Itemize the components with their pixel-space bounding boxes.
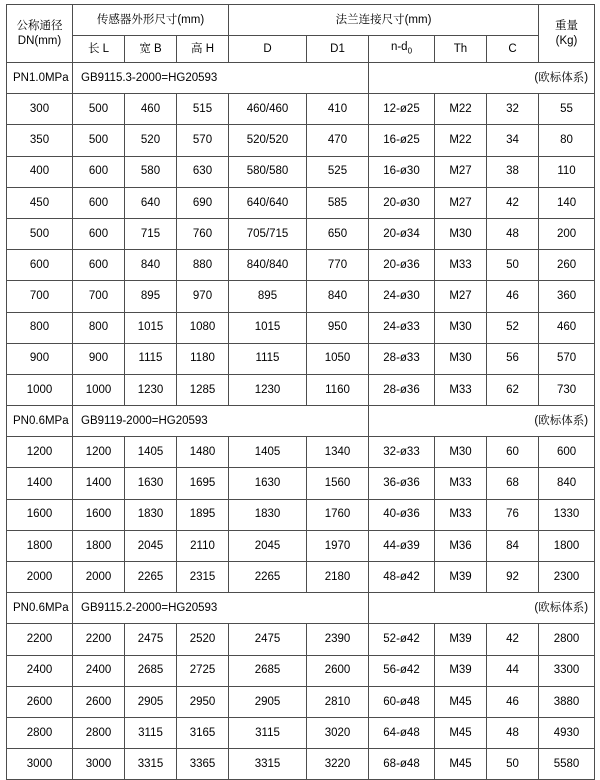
table-row: [7, 437, 595, 468]
cell-weight: 4930: [539, 717, 595, 748]
cell-height: 1285: [177, 374, 229, 405]
header-width: 宽 B: [125, 36, 177, 63]
table-row: [7, 94, 595, 125]
table-header-top: [7, 5, 595, 36]
cell-weight: 3300: [539, 655, 595, 686]
cell-length: 3000: [73, 749, 125, 780]
section-pressure-rating: PN1.0MPa: [7, 63, 73, 94]
cell-dn: 300: [7, 94, 73, 125]
cell-d1: 1160: [307, 374, 369, 405]
cell-dn: 450: [7, 187, 73, 218]
cell-d1: 525: [307, 156, 369, 187]
cell-th: M30: [435, 343, 487, 374]
cell-length: 1400: [73, 468, 125, 499]
cell-n-d0: 24-ø33: [369, 312, 435, 343]
cell-n-d0: 20-ø34: [369, 218, 435, 249]
cell-height: 2520: [177, 624, 229, 655]
cell-dn: 700: [7, 281, 73, 312]
table-row: [7, 562, 595, 593]
cell-d: 705/715: [229, 218, 307, 249]
header-dn-line2: DN(mm): [17, 34, 62, 47]
cell-width: 840: [125, 250, 177, 281]
cell-width: 2475: [125, 624, 177, 655]
header-length: 长 L: [73, 36, 125, 63]
cell-d: 1630: [229, 468, 307, 499]
cell-dn: 2600: [7, 686, 73, 717]
cell-weight: 55: [539, 94, 595, 125]
header-dn-line1: 公称通径: [16, 20, 63, 33]
cell-length: 1600: [73, 499, 125, 530]
header-n-d0-prefix: n-d: [390, 41, 408, 54]
cell-length: 1800: [73, 530, 125, 561]
cell-th: M33: [435, 499, 487, 530]
cell-height: 970: [177, 281, 229, 312]
cell-height: 2110: [177, 530, 229, 561]
cell-width: 895: [125, 281, 177, 312]
cell-d: 2475: [229, 624, 307, 655]
cell-height: 1480: [177, 437, 229, 468]
table-row: [7, 218, 595, 249]
cell-length: 700: [73, 281, 125, 312]
table-header-sub: [7, 36, 595, 63]
cell-d1: 3020: [307, 717, 369, 748]
cell-d1: 950: [307, 312, 369, 343]
cell-d1: 2600: [307, 655, 369, 686]
cell-c: 44: [487, 655, 539, 686]
header-dn: [7, 5, 73, 63]
cell-n-d0: 20-ø36: [369, 250, 435, 281]
table-row: [7, 717, 595, 748]
cell-c: 48: [487, 218, 539, 249]
cell-th: M33: [435, 374, 487, 405]
cell-weight: 5580: [539, 749, 595, 780]
cell-weight: 80: [539, 125, 595, 156]
cell-weight: 600: [539, 437, 595, 468]
cell-length: 2000: [73, 562, 125, 593]
cell-d1: 1340: [307, 437, 369, 468]
cell-length: 900: [73, 343, 125, 374]
cell-weight: 140: [539, 187, 595, 218]
header-group-flange: 法兰连接尺寸(mm): [229, 5, 539, 36]
cell-dn: 2400: [7, 655, 73, 686]
table-row: [7, 686, 595, 717]
cell-length: 800: [73, 312, 125, 343]
cell-d1: 1560: [307, 468, 369, 499]
cell-dn: 1000: [7, 374, 73, 405]
cell-width: 1015: [125, 312, 177, 343]
cell-length: 500: [73, 125, 125, 156]
dimension-table: [6, 4, 595, 780]
cell-d1: 1970: [307, 530, 369, 561]
cell-height: 2725: [177, 655, 229, 686]
table-row: [7, 156, 595, 187]
cell-c: 60: [487, 437, 539, 468]
header-height: 高 H: [177, 36, 229, 63]
table-row: [7, 312, 595, 343]
cell-width: 715: [125, 218, 177, 249]
cell-c: 76: [487, 499, 539, 530]
section-standard: GB9115.2-2000=HG20593: [73, 593, 369, 624]
section-header-row: [7, 63, 595, 94]
header-weight: [539, 5, 595, 63]
cell-th: M45: [435, 686, 487, 717]
cell-d: 2045: [229, 530, 307, 561]
cell-th: M27: [435, 156, 487, 187]
cell-c: 68: [487, 468, 539, 499]
cell-width: 460: [125, 94, 177, 125]
header-weight-line2: (Kg): [555, 34, 578, 47]
header-d: D: [229, 36, 307, 63]
cell-width: 1115: [125, 343, 177, 374]
cell-d1: 470: [307, 125, 369, 156]
cell-d1: 2180: [307, 562, 369, 593]
cell-c: 56: [487, 343, 539, 374]
cell-th: M22: [435, 125, 487, 156]
cell-length: 2400: [73, 655, 125, 686]
table-row: [7, 281, 595, 312]
cell-width: 520: [125, 125, 177, 156]
cell-dn: 600: [7, 250, 73, 281]
cell-height: 1895: [177, 499, 229, 530]
cell-n-d0: 52-ø42: [369, 624, 435, 655]
cell-n-d0: 32-ø33: [369, 437, 435, 468]
cell-n-d0: 24-ø30: [369, 281, 435, 312]
cell-dn: 350: [7, 125, 73, 156]
cell-weight: 360: [539, 281, 595, 312]
cell-th: M22: [435, 94, 487, 125]
cell-height: 3365: [177, 749, 229, 780]
header-c: C: [487, 36, 539, 63]
section-note: (欧标体系): [369, 406, 595, 437]
cell-th: M39: [435, 624, 487, 655]
cell-n-d0: 12-ø25: [369, 94, 435, 125]
cell-width: 3315: [125, 749, 177, 780]
table-row: [7, 343, 595, 374]
section-header-row: [7, 406, 595, 437]
cell-height: 2315: [177, 562, 229, 593]
table-row: [7, 250, 595, 281]
cell-height: 570: [177, 125, 229, 156]
cell-d1: 1760: [307, 499, 369, 530]
cell-length: 500: [73, 94, 125, 125]
cell-weight: 260: [539, 250, 595, 281]
cell-width: 1405: [125, 437, 177, 468]
cell-d: 640/640: [229, 187, 307, 218]
cell-d: 840/840: [229, 250, 307, 281]
cell-dn: 800: [7, 312, 73, 343]
cell-weight: 730: [539, 374, 595, 405]
table-row: [7, 468, 595, 499]
cell-d: 2265: [229, 562, 307, 593]
cell-length: 600: [73, 156, 125, 187]
cell-d1: 840: [307, 281, 369, 312]
cell-weight: 1330: [539, 499, 595, 530]
header-d1: D1: [307, 36, 369, 63]
cell-c: 84: [487, 530, 539, 561]
cell-dn: 400: [7, 156, 73, 187]
cell-n-d0: 20-ø30: [369, 187, 435, 218]
cell-d: 3315: [229, 749, 307, 780]
cell-width: 2045: [125, 530, 177, 561]
cell-width: 2685: [125, 655, 177, 686]
cell-n-d0: 56-ø42: [369, 655, 435, 686]
cell-d: 460/460: [229, 94, 307, 125]
cell-dn: 3000: [7, 749, 73, 780]
cell-weight: 1800: [539, 530, 595, 561]
cell-height: 1180: [177, 343, 229, 374]
table-row: [7, 187, 595, 218]
header-n-d0-sub: 0: [407, 46, 413, 56]
section-standard: GB9119-2000=HG20593: [73, 406, 369, 437]
cell-width: 3115: [125, 717, 177, 748]
cell-d: 580/580: [229, 156, 307, 187]
cell-th: M33: [435, 468, 487, 499]
cell-th: M45: [435, 717, 487, 748]
cell-weight: 460: [539, 312, 595, 343]
cell-dn: 2800: [7, 717, 73, 748]
cell-d: 1830: [229, 499, 307, 530]
cell-n-d0: 28-ø33: [369, 343, 435, 374]
cell-d: 2685: [229, 655, 307, 686]
cell-c: 32: [487, 94, 539, 125]
cell-width: 1630: [125, 468, 177, 499]
cell-n-d0: 16-ø25: [369, 125, 435, 156]
cell-dn: 1400: [7, 468, 73, 499]
section-header-row: [7, 593, 595, 624]
cell-th: M27: [435, 281, 487, 312]
cell-c: 50: [487, 749, 539, 780]
header-th: Th: [435, 36, 487, 63]
cell-d1: 410: [307, 94, 369, 125]
cell-n-d0: 64-ø48: [369, 717, 435, 748]
table-row: [7, 499, 595, 530]
table-row: [7, 125, 595, 156]
cell-height: 880: [177, 250, 229, 281]
cell-height: 1695: [177, 468, 229, 499]
section-pressure-rating: PN0.6MPa: [7, 406, 73, 437]
table-row: [7, 624, 595, 655]
cell-weight: 570: [539, 343, 595, 374]
cell-n-d0: 68-ø48: [369, 749, 435, 780]
cell-d1: 650: [307, 218, 369, 249]
cell-dn: 500: [7, 218, 73, 249]
cell-width: 580: [125, 156, 177, 187]
cell-d: 1115: [229, 343, 307, 374]
cell-th: M27: [435, 187, 487, 218]
cell-c: 62: [487, 374, 539, 405]
cell-n-d0: 44-ø39: [369, 530, 435, 561]
cell-c: 34: [487, 125, 539, 156]
cell-th: M30: [435, 312, 487, 343]
cell-n-d0: 16-ø30: [369, 156, 435, 187]
header-n-d0: [369, 36, 435, 63]
cell-c: 52: [487, 312, 539, 343]
cell-c: 38: [487, 156, 539, 187]
cell-dn: 1600: [7, 499, 73, 530]
cell-d: 1405: [229, 437, 307, 468]
cell-d: 895: [229, 281, 307, 312]
cell-width: 2905: [125, 686, 177, 717]
cell-length: 2800: [73, 717, 125, 748]
cell-d: 2905: [229, 686, 307, 717]
cell-width: 2265: [125, 562, 177, 593]
header-weight-line1: 重量: [555, 20, 579, 33]
cell-height: 760: [177, 218, 229, 249]
cell-d1: 770: [307, 250, 369, 281]
cell-dn: 900: [7, 343, 73, 374]
header-group-sensor: 传感器外形尺寸(mm): [73, 5, 229, 36]
cell-length: 1000: [73, 374, 125, 405]
section-standard: GB9115.3-2000=HG20593: [73, 63, 369, 94]
cell-d1: 585: [307, 187, 369, 218]
cell-n-d0: 28-ø36: [369, 374, 435, 405]
cell-height: 690: [177, 187, 229, 218]
cell-dn: 1200: [7, 437, 73, 468]
cell-weight: 3880: [539, 686, 595, 717]
cell-height: 515: [177, 94, 229, 125]
table-row: [7, 749, 595, 780]
table-row: [7, 655, 595, 686]
cell-width: 640: [125, 187, 177, 218]
cell-length: 600: [73, 250, 125, 281]
cell-length: 2200: [73, 624, 125, 655]
cell-d1: 2810: [307, 686, 369, 717]
cell-d: 520/520: [229, 125, 307, 156]
section-note: (欧标体系): [369, 593, 595, 624]
cell-d1: 2390: [307, 624, 369, 655]
cell-length: 2600: [73, 686, 125, 717]
cell-n-d0: 36-ø36: [369, 468, 435, 499]
section-pressure-rating: PN0.6MPa: [7, 593, 73, 624]
cell-dn: 2200: [7, 624, 73, 655]
cell-d: 1230: [229, 374, 307, 405]
cell-c: 42: [487, 624, 539, 655]
cell-length: 600: [73, 218, 125, 249]
cell-c: 46: [487, 686, 539, 717]
cell-c: 46: [487, 281, 539, 312]
cell-height: 1080: [177, 312, 229, 343]
cell-d: 3115: [229, 717, 307, 748]
cell-length: 600: [73, 187, 125, 218]
cell-c: 48: [487, 717, 539, 748]
cell-weight: 2300: [539, 562, 595, 593]
cell-th: M39: [435, 562, 487, 593]
cell-c: 50: [487, 250, 539, 281]
cell-d1: 1050: [307, 343, 369, 374]
cell-width: 1830: [125, 499, 177, 530]
cell-length: 1200: [73, 437, 125, 468]
cell-weight: 840: [539, 468, 595, 499]
cell-c: 42: [487, 187, 539, 218]
cell-c: 92: [487, 562, 539, 593]
cell-height: 630: [177, 156, 229, 187]
cell-th: M30: [435, 437, 487, 468]
cell-th: M39: [435, 655, 487, 686]
cell-th: M33: [435, 250, 487, 281]
cell-weight: 110: [539, 156, 595, 187]
cell-weight: 2800: [539, 624, 595, 655]
cell-d: 1015: [229, 312, 307, 343]
cell-n-d0: 48-ø42: [369, 562, 435, 593]
cell-dn: 1800: [7, 530, 73, 561]
cell-th: M45: [435, 749, 487, 780]
section-note: (欧标体系): [369, 63, 595, 94]
cell-th: M36: [435, 530, 487, 561]
cell-d1: 3220: [307, 749, 369, 780]
cell-weight: 200: [539, 218, 595, 249]
cell-height: 2950: [177, 686, 229, 717]
cell-n-d0: 60-ø48: [369, 686, 435, 717]
cell-width: 1230: [125, 374, 177, 405]
table-row: [7, 530, 595, 561]
cell-height: 3165: [177, 717, 229, 748]
table-row: [7, 374, 595, 405]
cell-n-d0: 40-ø36: [369, 499, 435, 530]
cell-th: M30: [435, 218, 487, 249]
cell-dn: 2000: [7, 562, 73, 593]
